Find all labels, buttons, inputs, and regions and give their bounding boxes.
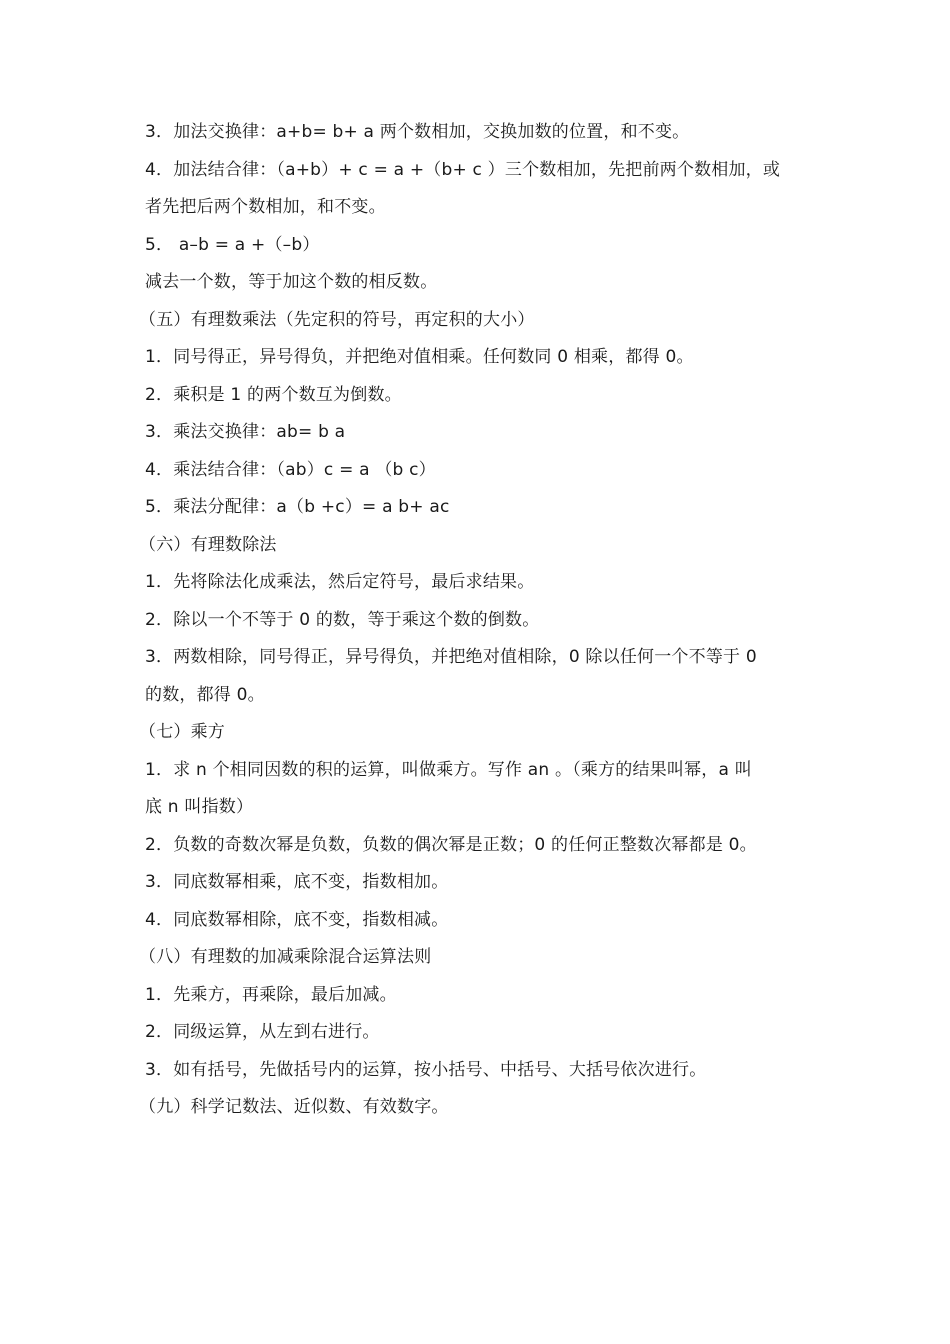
text-line-subtraction-explanation: 减去一个数，等于加这个数的相反数。 <box>145 272 438 292</box>
text-line-subtraction-rule: 5． a–b = a +（–b） <box>145 234 320 255</box>
text-line-power-definition: 1．求 n 个相同因数的积的运算，叫做乘方。写作 an 。（乘方的结果叫幂，a 叫 <box>145 759 752 780</box>
text-line-multiplication-associative: 4．乘法结合律：（ab）c = a （b c） <box>145 459 436 480</box>
text-line-power-sign: 2．负数的奇数次幂是负数，负数的偶次幂是正数；0 的任何正整数次幂都是 0。 <box>145 834 757 855</box>
section-heading-mixed-operations: （八）有理数的加减乘除混合运算法则 <box>139 947 432 967</box>
section-heading-multiplication: （五）有理数乘法（先定积的符号，再定积的大小） <box>139 309 535 330</box>
text-line-power-definition-cont: 底 n 叫指数） <box>145 797 254 817</box>
section-heading-division: （六）有理数除法 <box>139 534 277 555</box>
text-line-multiplication-distributive: 5．乘法分配律：a（b +c）= a b+ ac <box>145 497 450 517</box>
text-line-division-reciprocal: 2．除以一个不等于 0 的数，等于乘这个数的倒数。 <box>145 609 540 630</box>
document-body <box>139 114 815 1127</box>
section-heading-power: （七）乘方 <box>139 722 225 742</box>
text-line-division-steps: 1．先将除法化成乘法，然后定符号，最后求结果。 <box>145 572 535 592</box>
text-line-division-sign-rule-cont: 的数，都得 0。 <box>145 684 265 705</box>
text-line-multiplication-sign-rule: 1．同号得正，异号得负，并把绝对值相乘。任何数同 0 相乘，都得 0。 <box>145 347 694 367</box>
text-line-addition-associative: 4．加法结合律：（a+b）+ c = a +（b+ c ）三个数相加，先把前两个数相加，或 <box>145 159 781 180</box>
text-line-order-left-to-right: 2．同级运算，从左到右进行。 <box>145 1022 380 1042</box>
text-line-multiplication-commutative: 3．乘法交换律：ab= b a <box>145 422 346 442</box>
text-line-addition-associative-cont: 者先把后两个数相加，和不变。 <box>145 197 386 217</box>
text-line-power-multiply: 3．同底数幂相乘，底不变，指数相加。 <box>145 872 449 892</box>
section-heading-scientific-notation: （九）科学记数法、近似数、有效数字。 <box>139 1097 449 1117</box>
text-line-power-divide: 4．同底数幂相除，底不变，指数相减。 <box>145 909 449 930</box>
text-line-addition-commutative: 3．加法交换律：a+b= b+ a 两个数相加，交换加数的位置，和不变。 <box>145 122 690 142</box>
text-line-order-brackets: 3．如有括号，先做括号内的运算，按小括号、中括号、大括号依次进行。 <box>145 1059 707 1080</box>
text-line-reciprocal: 2．乘积是 1 的两个数互为倒数。 <box>145 384 402 405</box>
text-line-division-sign-rule: 3．两数相除，同号得正，异号得负，并把绝对值相除，0 除以任何一个不等于 0 <box>145 647 757 667</box>
text-line-order-power-first: 1．先乘方，再乘除，最后加减。 <box>145 984 397 1005</box>
